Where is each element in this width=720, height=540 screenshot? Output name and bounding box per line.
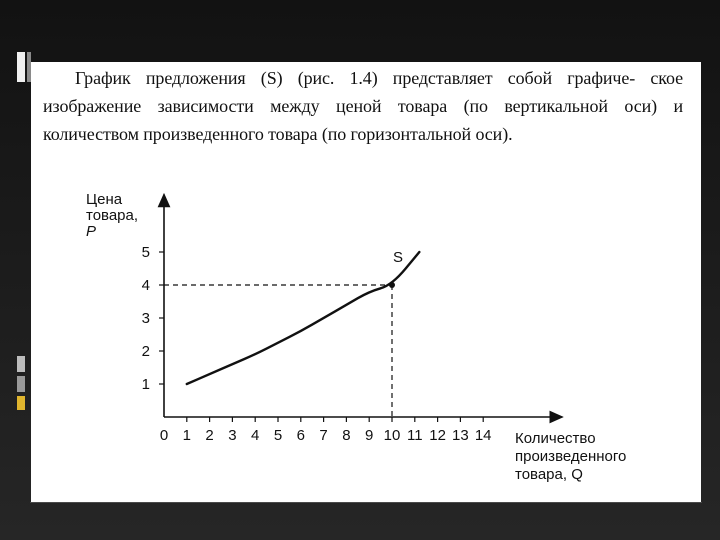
x-tick-label: 2 [205,427,214,444]
x-axis-label-line: произведенного [515,448,627,465]
y-tick-label: 5 [141,244,150,261]
x-axis-label-line: товара, Q [515,466,583,483]
highlight-point [389,282,395,288]
content-sheet [31,62,701,502]
decorative-bar [17,396,25,410]
x-tick-label: 14 [474,427,492,444]
paragraph-line: График предложения (S) (рис. 1.4) представляет собой графиче- [75,68,636,88]
x-tick-label: 6 [296,427,305,444]
y-axis-label-line: Цена [86,191,123,208]
y-tick-label: 1 [141,376,150,393]
x-tick-label: 0 [159,427,169,444]
supply-curve [187,252,420,384]
x-tick-label: 13 [452,427,469,444]
x-tick-label: 4 [251,427,260,444]
x-tick-label: 11 [407,427,423,444]
paragraph-line: ское изображение зависимости между ценой товара (по вертикальной [43,68,683,116]
x-tick-label: 10 [383,427,401,444]
x-tick-label: 3 [228,427,237,444]
x-tick-label: 5 [273,427,283,444]
x-tick-label: 8 [342,427,351,444]
x-tick-label: 7 [319,427,328,444]
x-tick-label: 12 [429,427,446,444]
x-tick-label: 9 [365,427,374,444]
decorative-bar [17,356,25,372]
y-axis-label-line: P [86,223,97,240]
x-axis-label-line: Количество [515,430,596,447]
y-tick-label: 4 [141,277,150,294]
y-axis-label-line: товара, [86,207,139,224]
decorative-line [30,502,702,503]
decorative-bar [17,52,25,82]
supply-chart [31,62,701,502]
x-tick-label: 1 [182,427,191,444]
paragraph-line: оси) и количеством произведенного товара (по горизонтальной оси). [43,96,683,144]
y-tick-label: 2 [141,343,150,360]
y-tick-label: 3 [141,310,150,327]
series-label: S [393,249,404,266]
decorative-bar [17,376,25,392]
